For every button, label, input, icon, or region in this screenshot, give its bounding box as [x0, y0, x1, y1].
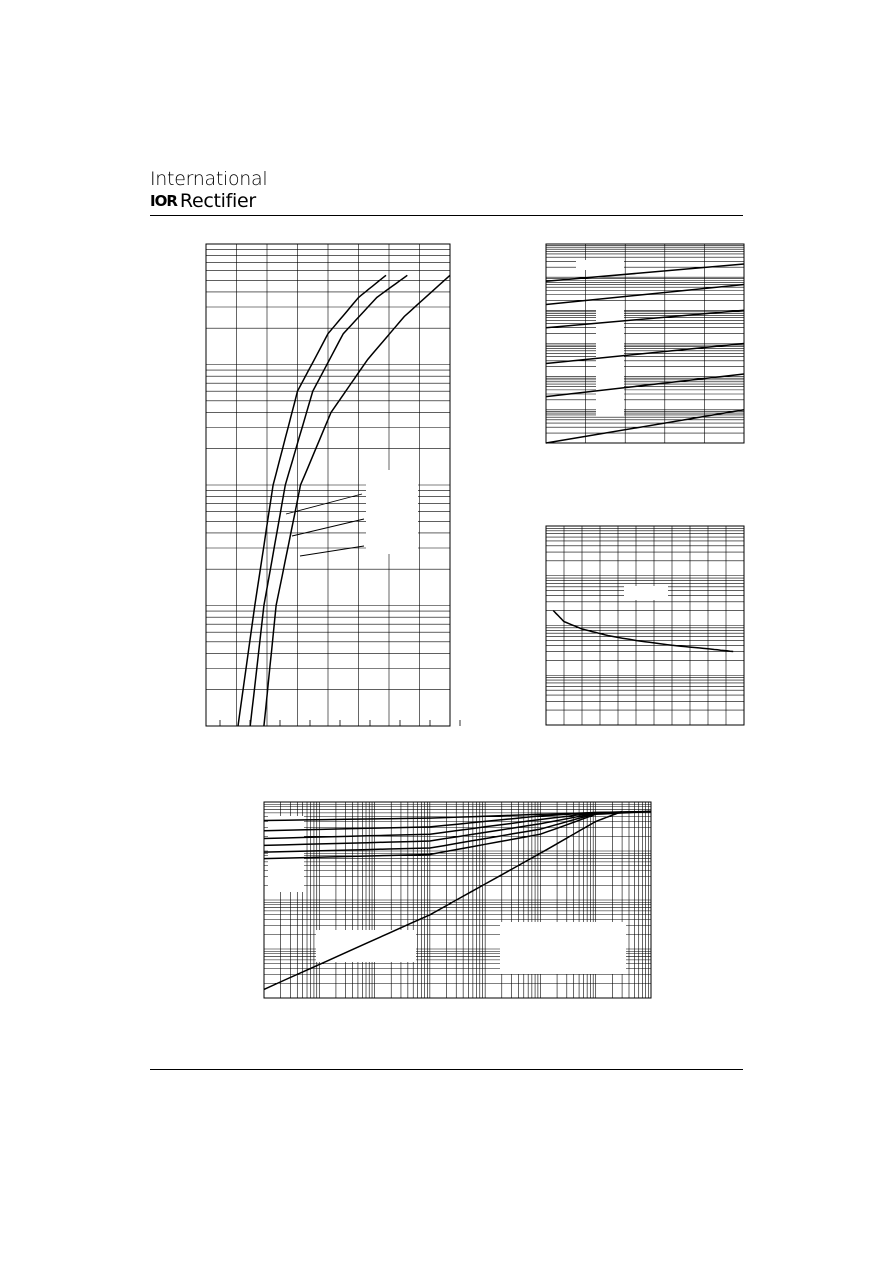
company-logo [150, 168, 267, 211]
chart-4-legend-box [268, 816, 304, 892]
chart-1 [206, 244, 450, 726]
brand-line [150, 191, 267, 211]
chart-3-label-box [624, 586, 668, 600]
chart-1-legend-box [366, 470, 418, 554]
chart-1-legend-leader [300, 546, 364, 556]
ior-logo-mark: IOR [150, 192, 177, 210]
header-rule [150, 215, 743, 216]
chart-1-series-3 [264, 275, 450, 726]
chart-3 [546, 526, 744, 725]
chart-2-series-5 [546, 374, 744, 397]
chart-4-notes-box-1 [316, 930, 416, 962]
brand-name-rectifier: Rectifier [179, 190, 256, 212]
chart-2-grid [546, 244, 744, 443]
chart-1-series [238, 275, 450, 726]
chart-3-grid [546, 526, 744, 725]
chart-4 [264, 802, 651, 998]
chart-1-x-ticks [220, 720, 460, 726]
brand-name-international: International [150, 168, 268, 190]
chart-2 [546, 244, 744, 443]
chart-2-series-3 [546, 310, 744, 327]
footer-rule [150, 1069, 743, 1070]
chart-4-notes-box-2 [500, 922, 626, 974]
chart-1-series-1 [238, 275, 386, 726]
chart-2-label-box-1 [576, 260, 624, 270]
